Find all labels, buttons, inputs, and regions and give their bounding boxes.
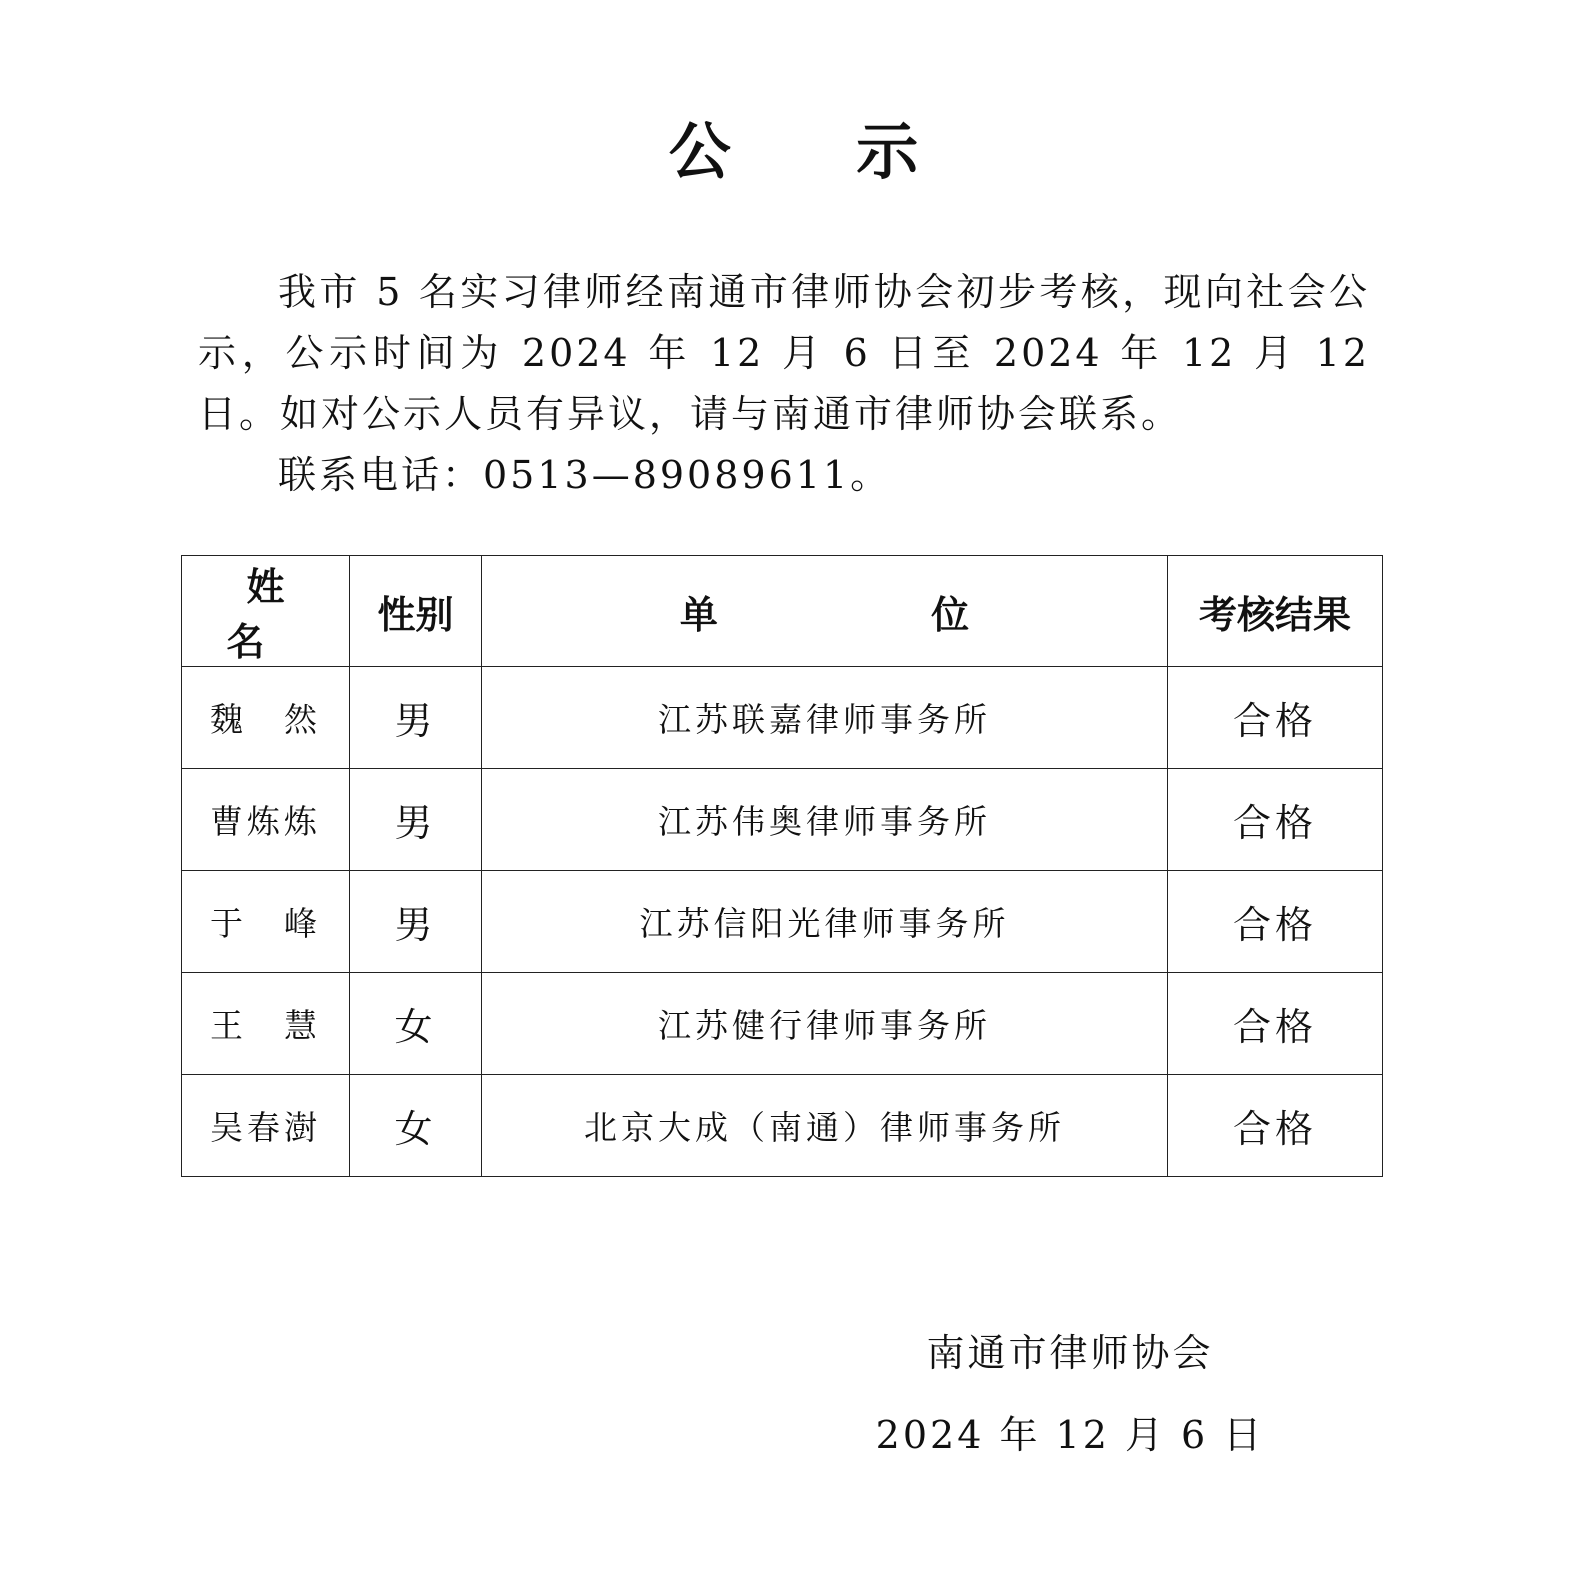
signature-organization: 南通市律师协会 [926,1331,1214,1375]
notice-title: 公 示 [668,115,971,188]
cell-gender: 男 [350,769,482,871]
cell-gender: 女 [350,973,482,1075]
signature-date: 2024 年 12 月 6 日 [875,1413,1265,1457]
table-row [182,769,1383,871]
cell-result: 合格 [1168,973,1383,1075]
cell-unit: 江苏联嘉律师事务所 [482,667,1168,769]
cell-name: 于 峰 [182,871,350,973]
cell-unit: 江苏健行律师事务所 [482,973,1168,1075]
trainee-table [181,555,1383,1177]
header-name: 姓 名 [182,556,350,667]
table-row [182,973,1383,1075]
cell-result: 合格 [1168,871,1383,973]
notice-body [198,262,1370,506]
table-row [182,667,1383,769]
cell-result: 合格 [1168,769,1383,871]
cell-result: 合格 [1168,1075,1383,1177]
cell-unit: 北京大成（南通）律师事务所 [482,1075,1168,1177]
cell-name: 魏 然 [182,667,350,769]
table-row [182,1075,1383,1177]
cell-gender: 男 [350,871,482,973]
header-unit: 单 位 [482,556,1168,667]
table-header-row [182,556,1383,667]
cell-name: 曹炼炼 [182,769,350,871]
cell-unit: 江苏信阳光律师事务所 [482,871,1168,973]
cell-result: 合格 [1168,667,1383,769]
notice-paragraph: 我市 5 名实习律师经南通市律师协会初步考核，现向社会公示，公示时间为 2024 年 12 月 6 日至 2024 年 12 月 12 日。如对公示人员有异议，请与南通市律师协会联系。 [198,270,1370,436]
table-row [182,871,1383,973]
cell-gender: 男 [350,667,482,769]
cell-unit: 江苏伟奥律师事务所 [482,769,1168,871]
cell-name: 王 慧 [182,973,350,1075]
header-result: 考核结果 [1168,556,1383,667]
header-gender: 性别 [350,556,482,667]
cell-name: 吴春澍 [182,1075,350,1177]
contact-phone: 联系电话：0513—89089611。 [278,453,892,497]
cell-gender: 女 [350,1075,482,1177]
